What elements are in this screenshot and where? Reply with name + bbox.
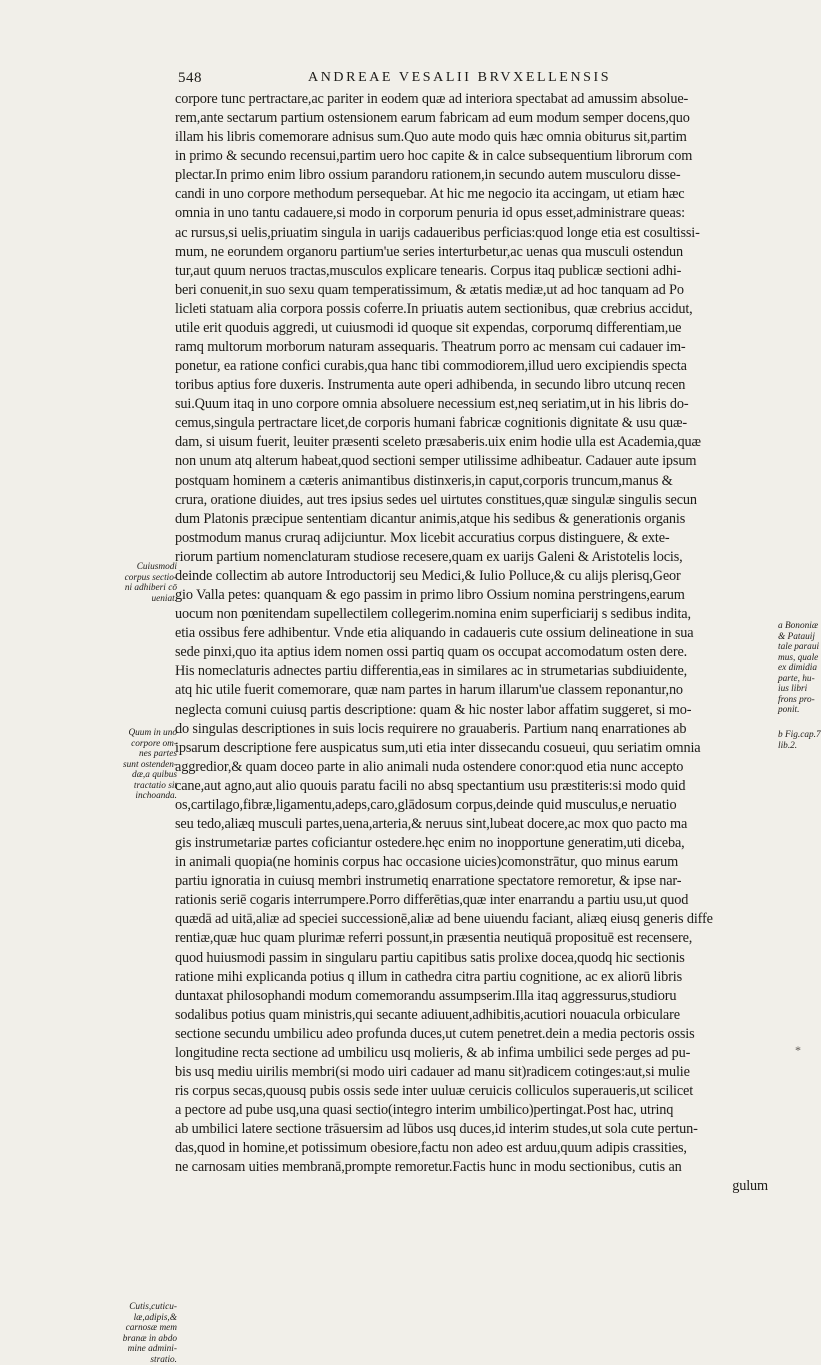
text-line: postquam hominem a cæteris animantibus distinxeris,in caput,corporis truncum,manus &	[175, 472, 780, 491]
text-line: mum, ne eorundem organoru partium'ue series interturbetur,ac uenas qua musculi ostendun	[175, 243, 780, 262]
text-line: quod huiusmodi passim in singularu partiu capitibus satis prolixe docea,quodq hic sectionis	[175, 949, 780, 968]
margin-note-line: a Bononiæ	[778, 621, 800, 632]
text-line: os,cartilago,fibræ,ligamentu,adeps,caro,glādosum corpus,deinde quid musculus,e neruatio	[175, 796, 780, 815]
text-line: deinde collectim ab autore Introductorij seu Medici,& Iulio Polluce,& cu alijs plerisq,Geor	[175, 567, 780, 586]
margin-note-line: inchoanda.	[107, 791, 177, 802]
page-number: 548	[178, 70, 202, 87]
text-line: ponetur, ea ratione confici curabis,qua hanc tibi commodiorem,illud uero excipiendis specta	[175, 357, 780, 376]
text-line: bis usq mediu uirilis membri(si modo uiri cadauer ad manu sit)radicem cotinges:aut,si mulie	[175, 1063, 780, 1082]
text-line: seu tedo,aliæq musculi partes,uena,arteria,& neruus sint,lubeat docere,ac mox quo pacto ma	[175, 815, 780, 834]
text-line: crura, oratione diuides, aut tres ipsius sedes uel uirtutes constitues,quæ singulæ singulis secun	[175, 491, 780, 510]
margin-note-line: ponit.	[778, 705, 800, 716]
margin-note-line: mus, quale	[778, 653, 800, 664]
text-line: candi in uno corpore methodum persequebar. At hic me negocio ita accingam, ut etiam hæc	[175, 185, 780, 204]
text-line: plectar.In primo enim libro ossium parandoru rationem,in secundo autem musculoru disse-	[175, 166, 780, 185]
text-line: omnia in uno tantu cadauere,si modo in corporum penuria id opus esset,administrare queas:	[175, 204, 780, 223]
text-line: His nomeclaturis adnectes partiu differentia,eas in similares ac in strumetarias subdiuidente,	[175, 662, 780, 681]
margin-note-left-2	[107, 728, 177, 802]
margin-note-line: & Patauij	[778, 632, 800, 643]
text-line: gis instrumetariæ partes coficiantur ostedere.hęc enim no inopportune generatim,uti diceba,	[175, 834, 780, 853]
text-line: dam, si uisum fuerit, leuiter præsenti sceleto præsaberis.uix enim hodie ulla est Academia,quæ	[175, 433, 780, 452]
margin-note-right-a	[778, 621, 800, 716]
text-line: postmodum manus cruraq adijciuntur. Mox licebit accuratius corpus distinguere, & exte-	[175, 529, 780, 548]
text-line: rem,ante sectarum partium ostensionem earum fabricam ad eum modum semper docens,quo	[175, 109, 780, 128]
margin-note-line: dæ,a quibus	[107, 770, 177, 781]
margin-note-line: læ,adipis,&	[107, 1313, 177, 1324]
text-line: ac rursus,si uelis,priuatim singula in uarijs cadaueribus perficias:quod longe etia est cosultissi-	[175, 224, 780, 243]
margin-note-line: b Fig.cap.7	[778, 730, 800, 741]
text-line: in animali quopia(ne hominis corpus hac occasione uicies)comonstrātur, quo minus earum	[175, 853, 780, 872]
text-line: sede pinxi,quo ita aptius idem nomen ossi partiq quam os occupat accomodatum osten dere.	[175, 643, 780, 662]
text-line: ab umbilici latere sectione trāsuersim ad lūbos usq duces,id interim studes,ut sola cute pertun-	[175, 1120, 780, 1139]
text-line: corpore tunc pertractare,ac pariter in eodem quæ ad interiora spectabat ad amussim absolue-	[175, 90, 780, 109]
text-line: uocum non pœnitendam supellectilem collegerim.nomina enim superficiarij s sedibus indita,	[175, 605, 780, 624]
text-line: illam his libris comemorare adnisus sum.Quo aute modo quis hæc omnia obiturus sit,partim	[175, 128, 780, 147]
margin-note-line: tractatio sit	[107, 781, 177, 792]
text-line: a pectore ad pube usq,una quasi sectio(integro interim umbilico)pertingat.Post hac, utrinq	[175, 1101, 780, 1120]
text-line: non unum atq alterum habeat,quod sectioni semper utilissime adhibeatur. Cadauer aute ipsum	[175, 452, 780, 471]
margin-note-line: Cutis,cuticu-	[107, 1302, 177, 1313]
printer-mark: *	[795, 1043, 801, 1058]
text-line: beri conuenit,in suo sexu quam temperatissimum, & ætatis mediæ,ut ad hoc tanquam ad Po	[175, 281, 780, 300]
text-line: partiu ignoratia in cuiusq membri instrumetiq enarratione spectatore remoretur, & ipse nar-	[175, 872, 780, 891]
text-line: ipsarum descriptione fere auspicatus sum,uti etia inter dissecandu cosueui, quu seriatim omnia	[175, 739, 780, 758]
text-line: dum Platonis præcipue sententiam dicantur animis,atque his sedibus & generationis organis	[175, 510, 780, 529]
text-line: rentiæ,quæ huc quam plurimæ referri possunt,in præsentia neutiquā proposituē est recensere,	[175, 929, 780, 948]
text-line: ratione mihi explicanda potius q illum in cathedra citra partiu cognitione, ac ex aliorū libris	[175, 968, 780, 987]
margin-note-line: corpus sectio-	[107, 573, 177, 584]
margin-note-left-3	[107, 1302, 177, 1365]
margin-note-line: ius libri	[778, 684, 800, 695]
text-line: ris corpus secas,quousq pubis ossis sede inter uuluæ ceruicis colliculos superaueris,ut scilicet	[175, 1082, 780, 1101]
margin-note-line: corpore om-	[107, 739, 177, 750]
text-line: rationis seriē cogaris interrumpere.Porro differētias,quæ inter enarrandu a partiu usu,ut quod	[175, 891, 780, 910]
margin-note-line: parte, hu-	[778, 674, 800, 685]
margin-note-left-1	[107, 562, 177, 604]
margin-note-line: sunt ostenden-	[107, 760, 177, 771]
main-text-block	[175, 90, 780, 1197]
text-line: riorum partium nomenclaturam studiose recesere,quam ex uarijs Galeni & Aristotelis locis,	[175, 548, 780, 567]
text-line: do singulas descriptiones in suis locis requirere no grauaberis. Partium nanq enarrationes ab	[175, 720, 780, 739]
text-line: duntaxat philosophandi modum comemorandu assumpserim.Illa itaq aggressurus,studioru	[175, 987, 780, 1006]
text-line: quædā ad uitā,aliæ ad speciei successionē,aliæ ad bene uiuendu faciant, aliæq eiusq generis diffe	[175, 910, 780, 929]
running-head: ANDREAE VESALII BRVXELLENSIS	[308, 70, 611, 86]
text-line: gio Valla petes: quanquam & ego passim in primo libro Ossium nomina perstringens,earum	[175, 586, 780, 605]
catchword: gulum	[175, 1177, 780, 1196]
text-line: aggredior,& quam doceo parte in alio animali nuda ostendere conor:quod etia nunc accepto	[175, 758, 780, 777]
margin-note-line: Quum in uno	[107, 728, 177, 739]
text-line: in primo & secundo recensui,partim uero hoc capite & in calce subsequentium librorum com	[175, 147, 780, 166]
margin-note-line: frons pro-	[778, 695, 800, 706]
text-line: sectione secundu umbilicu adeo profunda duces,ut cutem penetret.dein a media pectoris ossis	[175, 1025, 780, 1044]
text-line: neglecta comuni cuiusq partis descriptione: quam & hic noster labor affatim suggeret, si mo-	[175, 701, 780, 720]
text-line: etia ossibus fere adhibentur. Vnde etia aliquando in cadaueris cute ossium delineatione in sua	[175, 624, 780, 643]
margin-note-line: branæ in abdo	[107, 1334, 177, 1345]
margin-note-line: ex dimidia	[778, 663, 800, 674]
page-header	[178, 70, 778, 90]
text-line: longitudine recta sectione ad umbilicu usq molieris, & ab infima umbilici sede perges ad pu-	[175, 1044, 780, 1063]
margin-note-line: lib.2.	[778, 741, 800, 752]
text-line: ramq multorum morborum naturam assequaris. Theatrum porro ac mensam cui cadauer im-	[175, 338, 780, 357]
text-line: atq hic utile fuerit comemorare, quæ nam partes in harum illarum'ue classem reponantur,no	[175, 681, 780, 700]
margin-note-line: stratio.	[107, 1355, 177, 1365]
margin-note-line: Cuiusmodi	[107, 562, 177, 573]
text-line: das,quod in homine,et potissimum obesiore,factu non adeo est arduu,quum adipis crassities,	[175, 1139, 780, 1158]
text-line: toribus aptius fore duxeris. Instrumenta aute operi adhibenda, in secundo libro utcunq recen	[175, 376, 780, 395]
margin-note-line: ni adhiberi cō	[107, 583, 177, 594]
text-line: tur,aut quum neruos tractas,musculos explicare tenearis. Corpus itaq publicæ sectioni adhi-	[175, 262, 780, 281]
margin-note-line: mine admini-	[107, 1344, 177, 1355]
text-line: utile erit quoduis aggredi, ut cuiusmodi id quoque sit expendas, corporumq differentiam,ue	[175, 319, 780, 338]
text-line: cane,aut agno,aut alio quouis paratu facili no absq spectantium usu præstiteris:si modo quid	[175, 777, 780, 796]
text-line: sui.Quum itaq in uno corpore omnia absoluere necessium est,neq seriatim,ut in his libris do-	[175, 395, 780, 414]
text-line: cemus,singula pertractare licet,de corporis humani fabricæ cognitionis dignitate & usu quæ-	[175, 414, 780, 433]
text-line: licleti statuam alia corpora possis coferre.In priuatis autem sectionibus, quæ crebrius accidut,	[175, 300, 780, 319]
margin-note-line: carnosæ mem	[107, 1323, 177, 1334]
margin-note-line: tale paraui	[778, 642, 800, 653]
text-line: ne carnosam uities membranā,prompte remoretur.Factis hunc in modu sectionibus, cutis an	[175, 1158, 780, 1177]
margin-note-line: ueniat.	[107, 594, 177, 605]
text-line: sodalibus potius quam ministris,qui secante adiuuent,adhibitis,acutiori nouacula orbiculare	[175, 1006, 780, 1025]
margin-note-line: nes partes	[107, 749, 177, 760]
margin-note-right-b	[778, 730, 800, 751]
